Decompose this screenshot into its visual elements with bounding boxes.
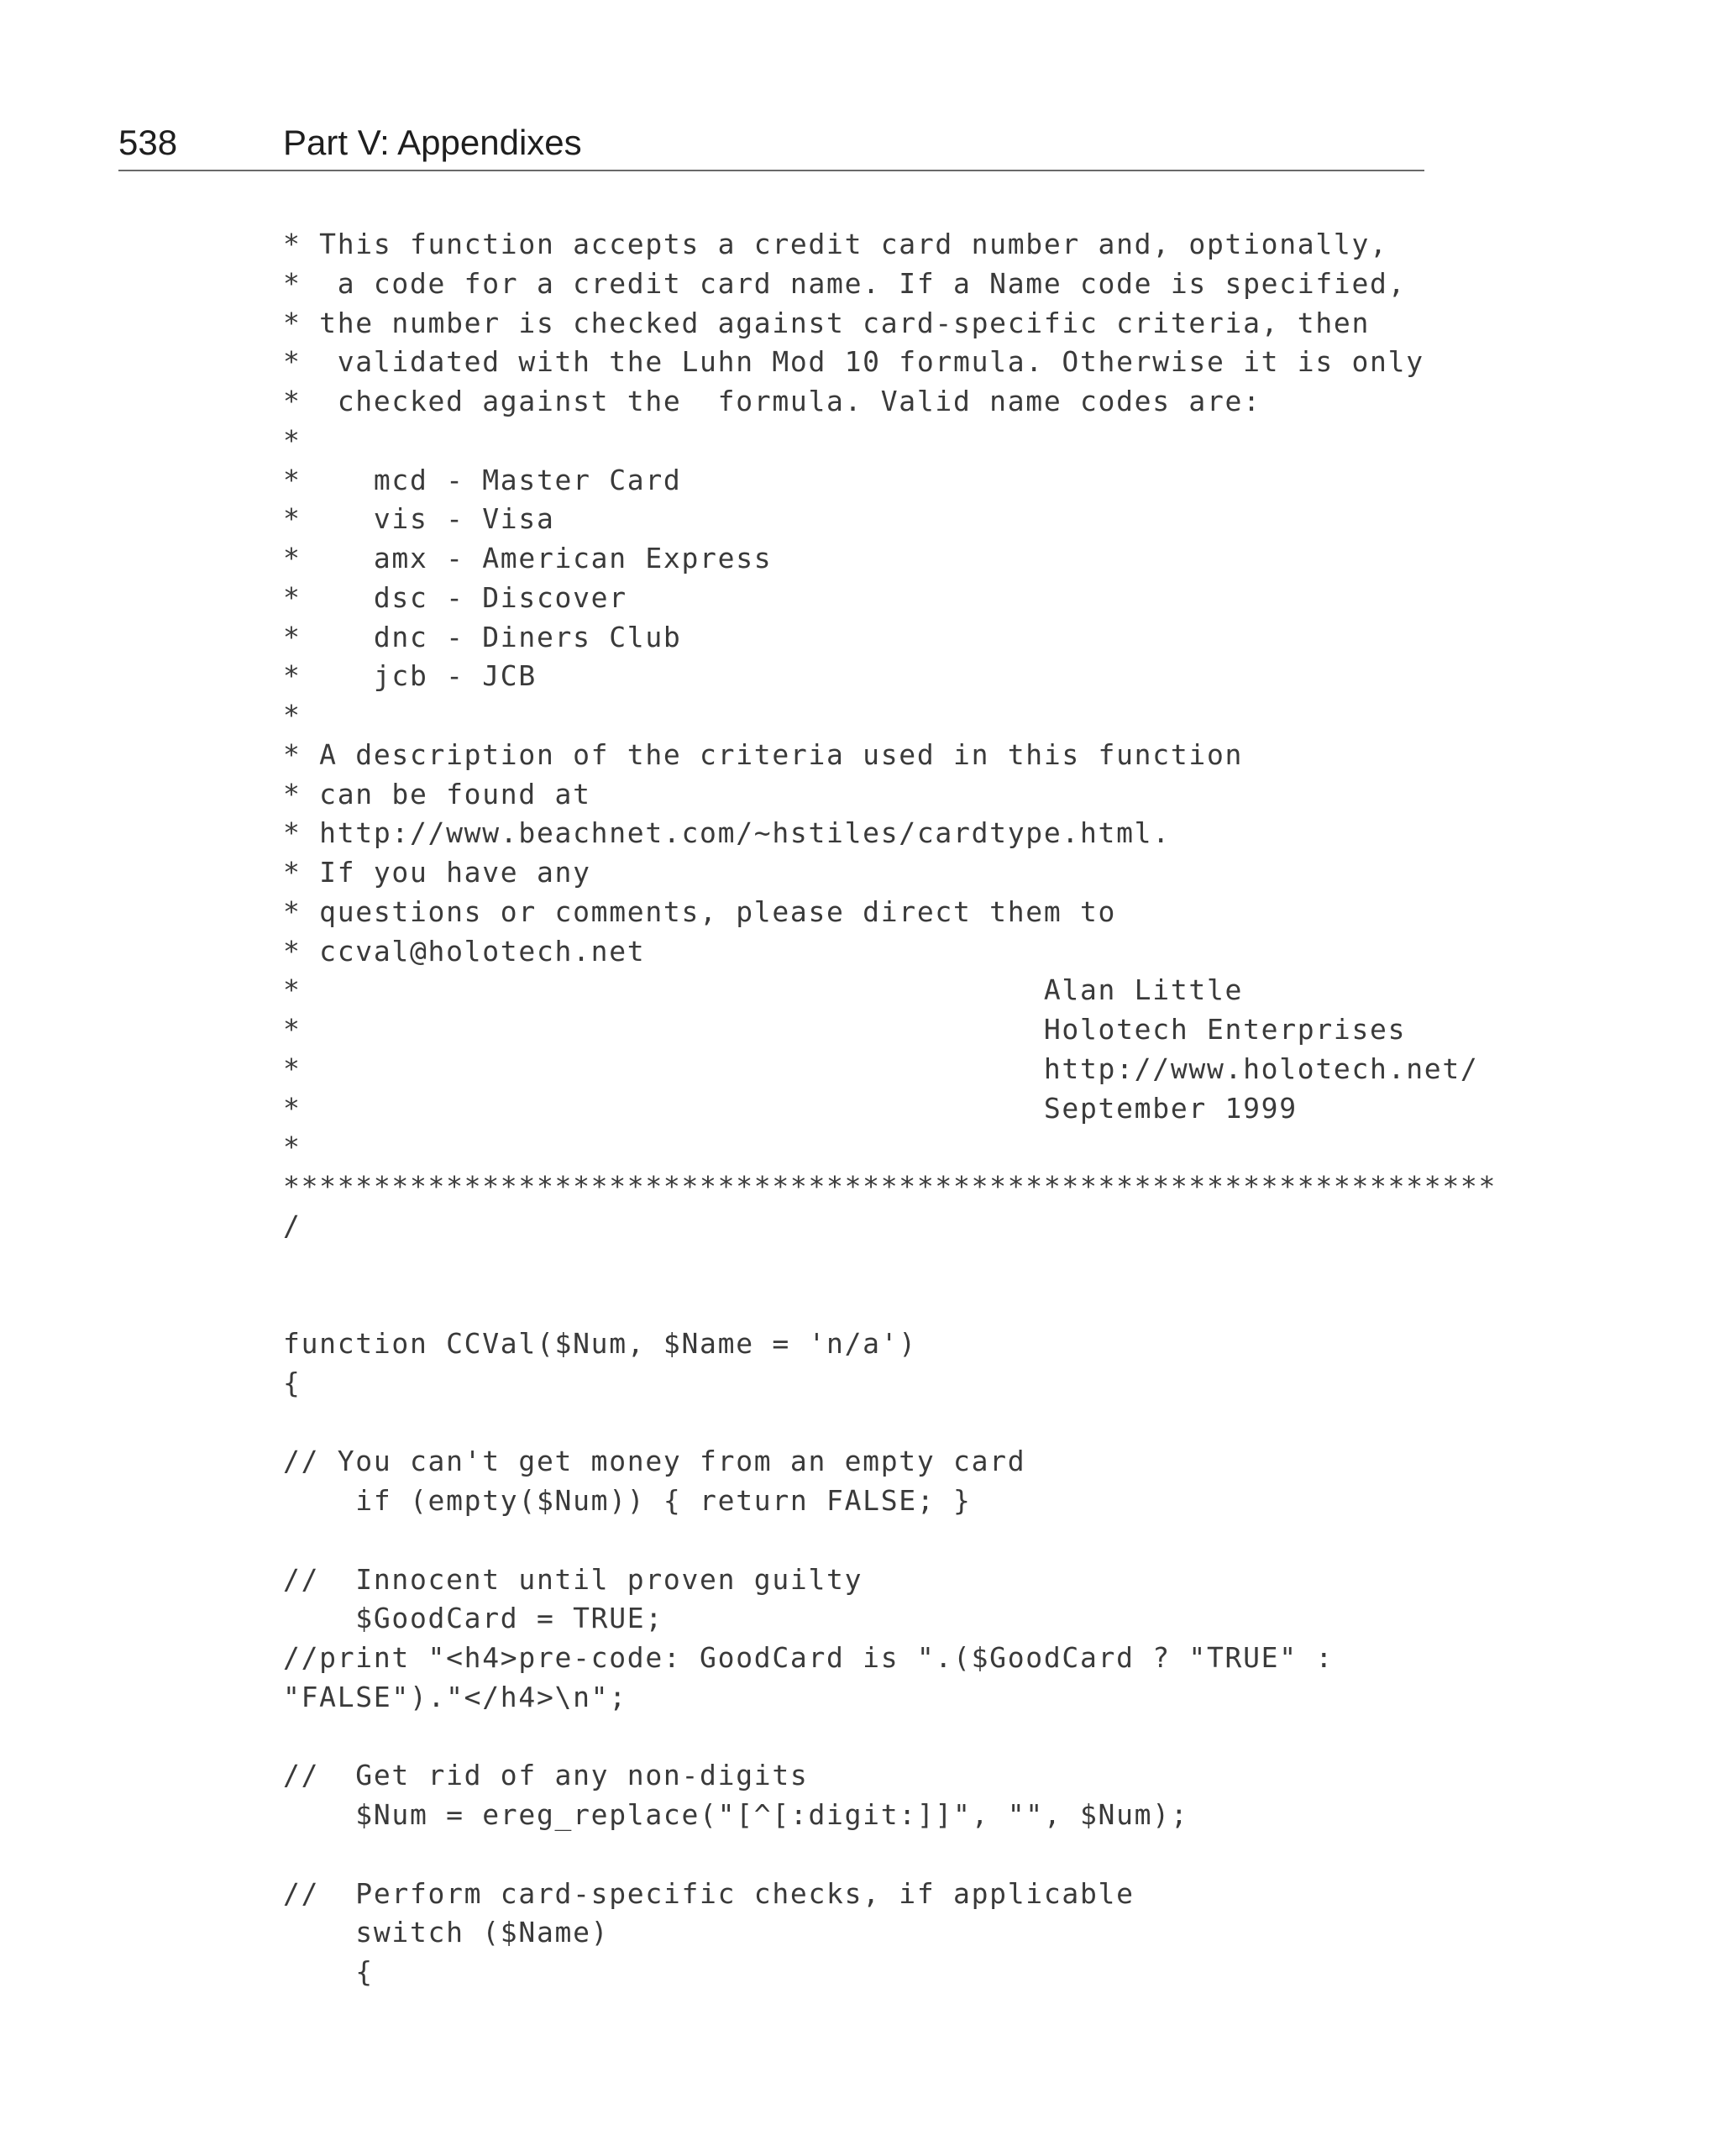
code-line: * Alan Little — [283, 973, 1244, 1007]
code-line: * jcb - JCB — [283, 659, 537, 693]
code-line: * ccval@holotech.net — [283, 934, 646, 968]
code-line: * — [283, 699, 302, 732]
section-title: Part V: Appendixes — [283, 123, 582, 162]
code-line: switch ($Name) — [283, 1916, 610, 1949]
page-header — [118, 116, 1424, 171]
code-line: * validated with the Luhn Mod 10 formula. Otherwise it is only — [283, 345, 1424, 379]
code-line: * September 1999 — [283, 1091, 1298, 1125]
code-line — [283, 1835, 1497, 1875]
code-line: // Perform card-specific checks, if applicable — [283, 1876, 1135, 1910]
code-line — [283, 1403, 1497, 1443]
code-line: / — [283, 1209, 302, 1242]
code-line: * — [283, 423, 302, 457]
code-line — [283, 1718, 1497, 1757]
code-line: $GoodCard = TRUE; — [283, 1602, 663, 1635]
code-line: // Get rid of any non-digits — [283, 1759, 809, 1792]
code-line: // Innocent until proven guilty — [283, 1562, 863, 1596]
code-line: * can be found at — [283, 777, 591, 810]
code-line: "FALSE")."</h4>\n"; — [283, 1680, 627, 1713]
code-line: * http://www.holotech.net/ — [283, 1052, 1479, 1085]
code-line: * dnc - Diners Club — [283, 620, 682, 653]
code-line: * This function accepts a credit card number and, optionally, — [283, 228, 1388, 260]
code-line: * Holotech Enterprises — [283, 1013, 1407, 1046]
code-line: * A description of the criteria used in this function — [283, 737, 1244, 771]
page-number: 538 — [118, 123, 178, 162]
code-line: if (empty($Num)) { return FALSE; } — [283, 1484, 972, 1517]
code-line: // You can't get money from an empty card — [283, 1445, 1026, 1478]
code-line: * dsc - Discover — [283, 580, 627, 614]
code-line: ******************************************************************* — [283, 1170, 1497, 1203]
code-line: function CCVal($Num, $Name = 'n/a') — [283, 1327, 917, 1360]
code-line: * http://www.beachnet.com/~hstiles/cardtype.html. — [283, 816, 1171, 850]
code-line: { — [283, 1955, 374, 1988]
code-line — [283, 1521, 1497, 1561]
code-line — [283, 1285, 1497, 1325]
code-line: * checked against the formula. Valid name codes are: — [283, 385, 1261, 417]
code-line: $Num = ereg_replace("[^[:digit:]]", "", $Num); — [283, 1798, 1189, 1831]
code-line: * a code for a credit card name. If a Name code is specified, — [283, 266, 1407, 300]
code-line: * mcd - Master Card — [283, 463, 682, 496]
code-line: { — [283, 1366, 302, 1399]
code-line: * the number is checked against card-specific criteria, then — [283, 306, 1371, 339]
code-line: * vis - Visa — [283, 502, 555, 536]
code-line: //print "<h4>pre-code: GoodCard is ".($GoodCard ? "TRUE" : — [283, 1641, 1334, 1674]
code-line: * If you have any — [283, 856, 591, 889]
code-line: * — [283, 1130, 302, 1164]
code-listing — [283, 225, 1497, 1992]
code-line — [283, 1246, 1497, 1286]
code-line: * questions or comments, please direct them to — [283, 894, 1117, 928]
code-line: * amx - American Express — [283, 542, 773, 574]
